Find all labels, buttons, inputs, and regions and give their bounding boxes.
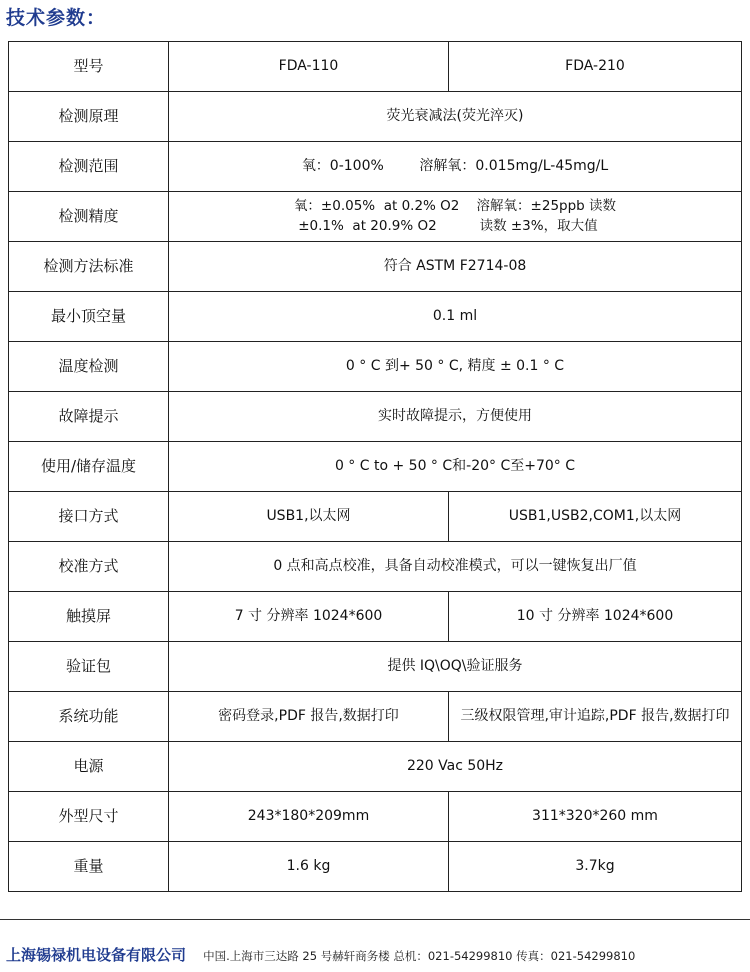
spec-table — [8, 41, 742, 892]
row-label: 使用/储存温度 — [9, 442, 169, 492]
row-label: 检测方法标准 — [9, 242, 169, 292]
table-row — [9, 42, 742, 92]
fda210-value: 3.7kg — [449, 842, 742, 892]
fda210-value: 10 寸 分辨率 1024*600 — [449, 592, 742, 642]
table-row — [9, 842, 742, 892]
fda110-value: 密码登录,PDF 报告,数据打印 — [169, 692, 449, 742]
table-row — [9, 192, 742, 242]
table-row — [9, 792, 742, 842]
table-row — [9, 392, 742, 442]
table-row — [9, 742, 742, 792]
row-label: 温度检测 — [9, 342, 169, 392]
page-title: 技术参数： — [6, 7, 107, 29]
footer — [6, 944, 746, 965]
shared-value: 实时故障提示，方便使用 — [169, 392, 742, 442]
shared-value: 0 点和高点校准，具备自动校准模式，可以一键恢复出厂值 — [169, 542, 742, 592]
row-label: 验证包 — [9, 642, 169, 692]
shared-value — [169, 192, 742, 242]
row-label: 检测原理 — [9, 92, 169, 142]
fda210-value: FDA-210 — [449, 42, 742, 92]
fda110-value: 7 寸 分辨率 1024*600 — [169, 592, 449, 642]
table-row — [9, 292, 742, 342]
table-row — [9, 592, 742, 642]
shared-value: 0.1 ml — [169, 292, 742, 342]
table-row — [9, 492, 742, 542]
row-label: 触摸屏 — [9, 592, 169, 642]
shared-value: 0 ° C to + 50 ° C和-20° C至+70° C — [169, 442, 742, 492]
table-row — [9, 692, 742, 742]
row-label: 检测精度 — [9, 192, 169, 242]
shared-value: 符合 ASTM F2714-08 — [169, 242, 742, 292]
row-label: 电源 — [9, 742, 169, 792]
shared-value: 220 Vac 50Hz — [169, 742, 742, 792]
row-label: 校准方式 — [9, 542, 169, 592]
table-row — [9, 142, 742, 192]
table-row — [9, 642, 742, 692]
table-row — [9, 92, 742, 142]
row-label: 故障提示 — [9, 392, 169, 442]
shared-value: 荧光衰减法(荧光淬灭) — [169, 92, 742, 142]
table-row — [9, 542, 742, 592]
fda210-value: USB1,USB2,COM1,以太网 — [449, 492, 742, 542]
table-row — [9, 342, 742, 392]
company-name: 上海锡禄机电设备有限公司 — [6, 946, 187, 964]
row-label: 接口方式 — [9, 492, 169, 542]
fda210-value: 311*320*260 mm — [449, 792, 742, 842]
fda110-value: USB1,以太网 — [169, 492, 449, 542]
row-label: 型号 — [9, 42, 169, 92]
fda210-value: 三级权限管理,审计追踪,PDF 报告,数据打印 — [449, 692, 742, 742]
shared-value: 0 ° C 到+ 50 ° C, 精度 ± 0.1 ° C — [169, 342, 742, 392]
shared-value: 氧：0-100% 溶解氧：0.015mg/L-45mg/L — [169, 142, 742, 192]
fda110-value: 243*180*209mm — [169, 792, 449, 842]
row-label: 最小顶空量 — [9, 292, 169, 342]
row-label: 外型尺寸 — [9, 792, 169, 842]
row-label: 系统功能 — [9, 692, 169, 742]
contact-info: 中国.上海市三达路 25 号赫轩商务楼 总机：021-54299810 传真：021-54299810 — [203, 949, 636, 963]
shared-value: 提供 IQ\OQ\验证服务 — [169, 642, 742, 692]
accuracy-text — [294, 197, 616, 236]
table-row — [9, 242, 742, 292]
accuracy-line-1: 氧：±0.05% at 0.2% O2 溶解氧：±25ppb 读数 — [293, 197, 617, 214]
accuracy-line-2: ±0.1% at 20.9% O2 读数 ±3%，取大值 — [293, 217, 598, 234]
row-label: 重量 — [9, 842, 169, 892]
table-row — [9, 442, 742, 492]
row-label: 检测范围 — [9, 142, 169, 192]
fda110-value: FDA-110 — [169, 42, 449, 92]
fda110-value: 1.6 kg — [169, 842, 449, 892]
footer-divider — [0, 919, 750, 920]
